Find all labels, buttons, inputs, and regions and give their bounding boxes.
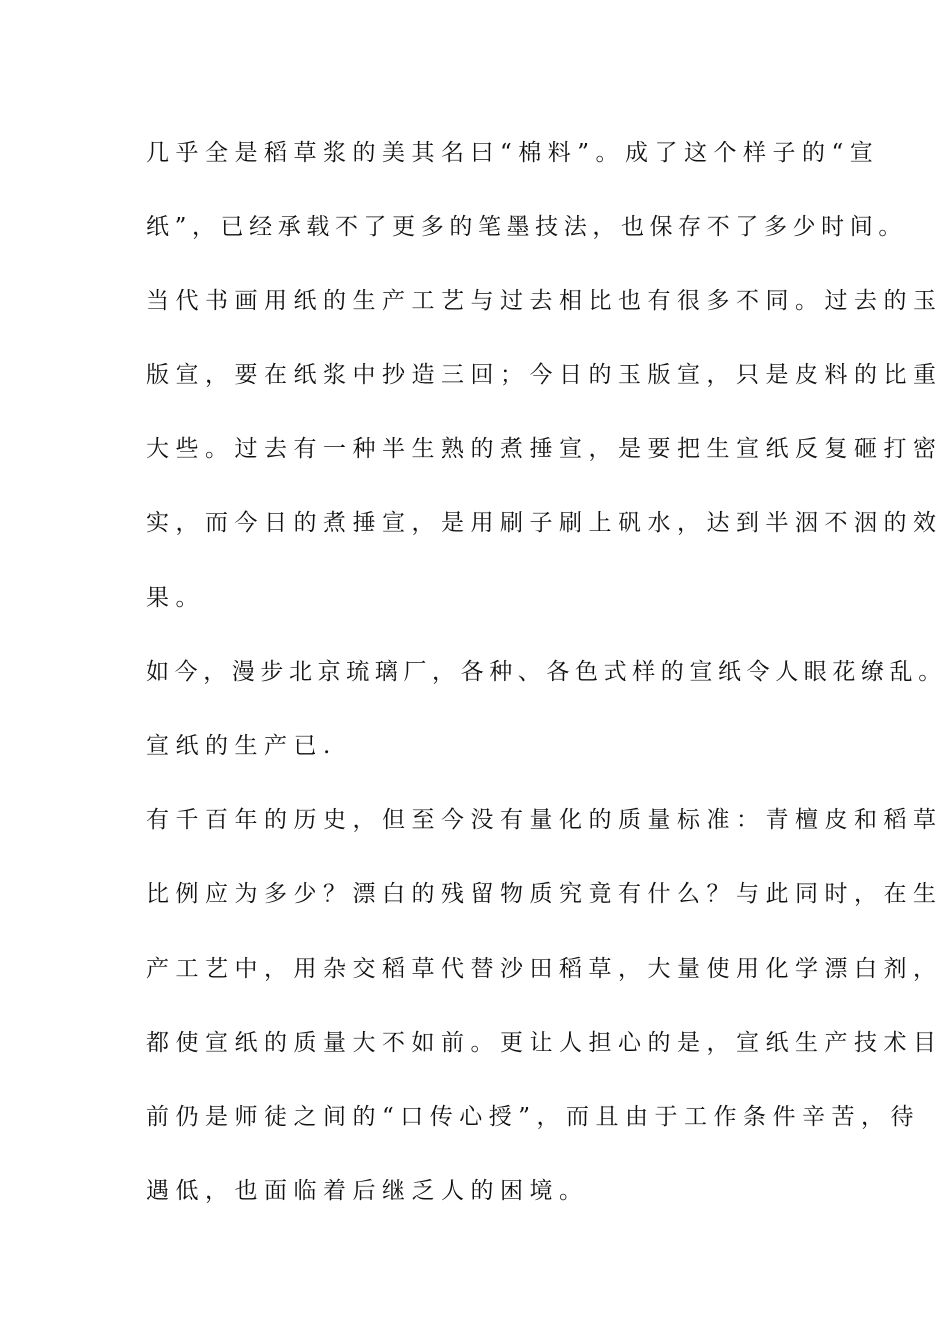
text-line: 纸”，已经承载不了更多的笔墨技法，也保存不了多少时间。 [146,214,907,240]
text-line: 版宣，要在纸浆中抄造三回；今日的玉版宣，只是皮料的比重 [146,362,943,388]
text-line: 几乎全是稻草浆的美其名曰“棉料”。成了这个样子的“宣 [146,140,880,166]
text-line: 比例应为多少？漂白的残留物质究竟有什么？与此同时，在生 [146,881,943,907]
text-line: 遇低，也面临着后继乏人的困境。 [146,1178,589,1204]
text-line: 实，而今日的煮捶宣，是用刷子刷上矾水，达到半洇不洇的效 [146,510,943,536]
text-line: 都使宣纸的质量大不如前。更让人担心的是，宣纸生产技术目 [146,1030,943,1056]
text-line: 果。 [146,585,205,611]
text-line: 宣纸的生产已. [146,733,337,759]
text-line: 大些。过去有一种半生熟的煮捶宣，是要把生宣纸反复砸打密 [146,436,943,462]
text-line: 产工艺中，用杂交稻草代替沙田稻草，大量使用化学漂白剂， [146,956,943,982]
text-line: 当代书画用纸的生产工艺与过去相比也有很多不同。过去的玉 [146,288,943,314]
text-line: 有千百年的历史，但至今没有量化的质量标准：青檀皮和稻草 [146,807,943,833]
text-line: 如今，漫步北京琉璃厂，各种、各色式样的宣纸令人眼花缭乱。 [146,659,947,685]
text-line: 前仍是师徒之间的“口传心授”，而且由于工作条件辛苦，待 [146,1104,921,1130]
